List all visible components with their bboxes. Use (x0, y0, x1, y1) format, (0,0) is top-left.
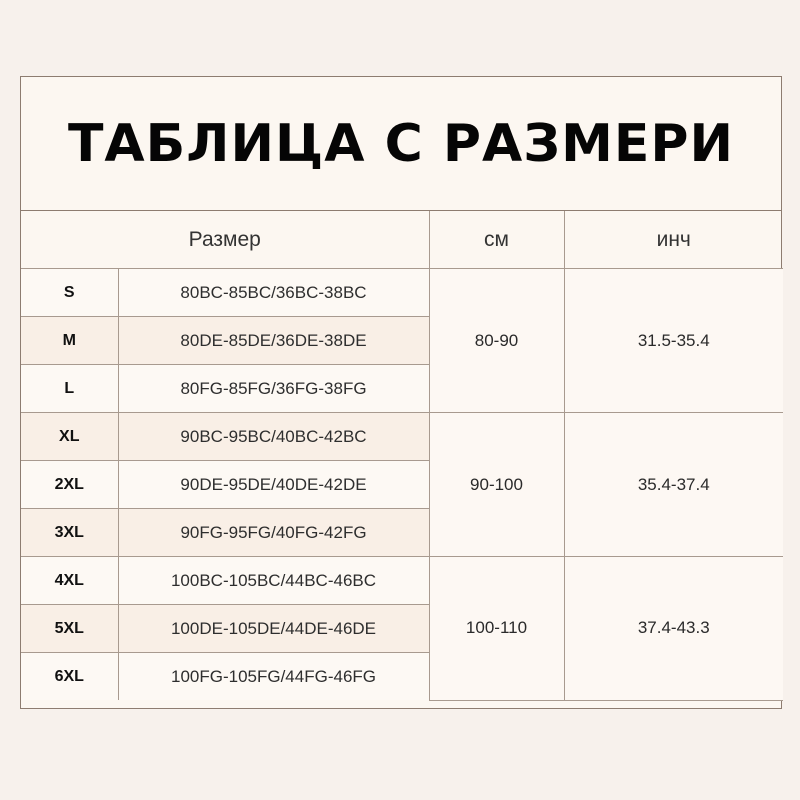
header-size: Размер (21, 211, 429, 269)
header-inch: инч (564, 211, 783, 269)
size-label: XL (21, 413, 118, 461)
size-spec: 100FG-105FG/44FG-46FG (118, 653, 429, 701)
size-chart (20, 76, 782, 709)
size-label: 2XL (21, 461, 118, 509)
size-label: M (21, 317, 118, 365)
size-label: 6XL (21, 653, 118, 701)
size-label: 5XL (21, 605, 118, 653)
chart-title: ТАБЛИЦА С РАЗМЕРИ (21, 77, 781, 211)
size-spec: 90BC-95BC/40BC-42BC (118, 413, 429, 461)
size-spec: 80FG-85FG/36FG-38FG (118, 365, 429, 413)
inch-range: 37.4-43.3 (564, 557, 783, 701)
size-spec: 90FG-95FG/40FG-42FG (118, 509, 429, 557)
size-label: L (21, 365, 118, 413)
size-label: 3XL (21, 509, 118, 557)
size-spec: 100DE-105DE/44DE-46DE (118, 605, 429, 653)
size-spec: 90DE-95DE/40DE-42DE (118, 461, 429, 509)
table-row (21, 269, 783, 317)
table-row (21, 557, 783, 605)
header-cm: см (429, 211, 564, 269)
size-spec: 80BC-85BC/36BC-38BC (118, 269, 429, 317)
header-row (21, 211, 783, 269)
inch-range: 35.4-37.4 (564, 413, 783, 557)
cm-range: 100-110 (429, 557, 564, 701)
size-spec: 80DE-85DE/36DE-38DE (118, 317, 429, 365)
cm-range: 80-90 (429, 269, 564, 413)
size-label: S (21, 269, 118, 317)
table-row (21, 413, 783, 461)
size-spec: 100BC-105BC/44BC-46BC (118, 557, 429, 605)
size-label: 4XL (21, 557, 118, 605)
inch-range: 31.5-35.4 (564, 269, 783, 413)
cm-range: 90-100 (429, 413, 564, 557)
size-table (21, 211, 783, 701)
